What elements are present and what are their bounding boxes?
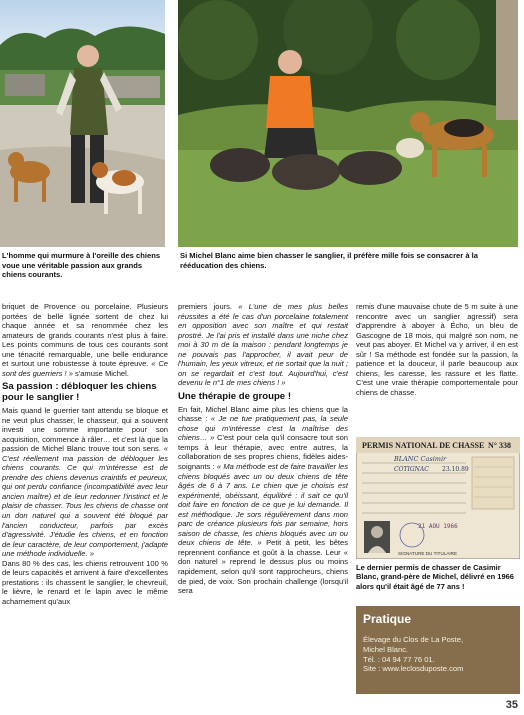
permit-signature-label: SIGNATURE DU TITULAIRE: [398, 551, 458, 556]
pratique-title: Pratique: [363, 612, 412, 626]
permit-number: N° 338: [488, 441, 511, 450]
paragraph: Mais quand le guerrier tant attendu se bloque et ne veut plus chasser, le chasseur, qui a souvent investi une somme importante pour son acquisition, commence à râler… et c'est là que la passion de Michel Blanc trouve tout son sens. « C'est réellement ma passion de débloquer les chiens courants. Ce qui m'intéresse est de prendre des chiens devenus craintifs et peureux, qui ont perdu confiance (incompatibilité avec leur ancien maître) et de leur redonner l'instinct et le plaisir de chasser. Tous les chiens de chasse ont un don naturel qui a souvent été bloqué par l'ancien conducteur, parfois par excès d'agressivité. J'étudie les chiens, et en fonction de leur caractère, de leur comportement, j'adapte une méthode individuelle. »: [2, 405, 169, 559]
hunting-permit-image: [356, 437, 520, 559]
paragraph: premiers jours. « L'une de mes plus belles réussites a été le cas d'un porcelaine totalement en opposition avec son maître et qui restait prostré. Je l'ai pris et installé dans une niche chez moi à 30 m de la maison : pendant longtemps je ne pouvais pas l'approcher, il avait peur de l'humain, les yeux vitreux, et ne sortait que la nuit ; on se regardait et c'est tout. Aujourd'hui, c'est devenu le n°1 de mes chiens ! »: [178, 302, 348, 388]
photo-hunter-with-boars: [178, 0, 518, 247]
photo-man-with-hounds: [0, 0, 165, 247]
article-column-3: [356, 302, 518, 397]
photo-man-with-hounds-image: [0, 0, 165, 247]
paragraph: Dans 80 % des cas, les chiens retrouvent 100 % de leurs capacités et arrivent à faire d'excellentes prestations : ils chassent le sanglier, le chevreuil, le lièvre, le renard et le lapin avec le même acharnement qu'aux: [2, 558, 168, 606]
section-heading-therapie: Une thérapie de groupe !: [178, 390, 292, 402]
photo-hunter-with-boars-image: [178, 0, 518, 247]
caption-right-photo: Si Michel Blanc aime bien chasser le sanglier, il préfère mille fois se consacrer à la rééducation des chiens.: [180, 251, 478, 270]
article-column-1: [2, 302, 168, 606]
permit-name: BLANC Casimir: [394, 455, 447, 463]
caption-left-photo: L'homme qui murmure à l'oreille des chiens voue une véritable passion aux grands chiens courants.: [2, 251, 161, 280]
caption-permit: Le dernier permis de chasser de Casimir Blanc, grand-père de Michel, délivré en 1966 alors qu'il était âgé de 77 ans !: [356, 563, 514, 591]
pratique-breeder: Élevage du Clos de La Poste,: [363, 635, 464, 644]
article-column-2: [178, 302, 348, 596]
section-heading-passion: Sa passion : débloquer les chiens pour le sanglier !: [2, 381, 157, 404]
pratique-contact-name: Michel Blanc.: [363, 644, 409, 654]
page-number: 35: [505, 699, 518, 711]
paragraph: En fait, Michel Blanc aime plus les chiens que la chasse : « Je ne tue pratiquement pas, la seule chose qui m'intéresse c'est la maîtrise des chiens… » C'est pour cela qu'il consacre tout son temps à leur thérapie, avec entre autres, la collaboration de ses propres chiens, fidèles aides-soignants : « Ma méthode est de faire travailler les chiens bloqués avec un ou deux chiens de tête âgés de 6 à 7 ans. Le chien que je choisis est expérimenté, obéissant, équilibré : il sait ce qu'il doit faire en fonction de ce que je lui demande. Il est méthodique. Je sors régulièrement dans mon parc de créance plusieurs fois par semaine, hors saison de chasse, les chiens bloqués avec un ou deux chiens de tête. » Petit à petit, les bêtes reprennent confiance et goût à la chasse. Leur « don naturel » reprend le dessus plus ou moins rapidement, selon qu'il sont rapprocheurs, chiens de pied, de voix. Son prochain challenge (lorsqu'il sera: [178, 404, 349, 596]
permit-title: PERMIS NATIONAL DE CHASSE: [362, 441, 485, 450]
permit-birth-date: 23.10.89: [442, 466, 469, 473]
paragraph: briquet de Provence ou porcelaine. Plusieurs portées de belle lignée sortent de chez lui chaque année et sa renommée chez les amateurs de grands courants n'est plus à faire. Les points communs de tous ces courants sont une ténacité remarquable, une belle endurance et surtout une robustesse à toute épreuve. « Ce sont des guerriers ! » s'amuse Michel.: [2, 302, 168, 378]
pratique-info-box: [356, 606, 520, 694]
hunting-permit-drawing: [356, 437, 520, 559]
permit-issue-date: 21 AOU 1966: [418, 523, 458, 530]
permit-commune: COTIGNAC: [394, 466, 429, 473]
paragraph: remis d'une mauvaise chute de 5 m suite à une rencontre avec un sanglier agressif) sera d'apprendre à aboyer à Écho, un bleu de Gascogne de 18 mois, qui malgré son nom, ne veut pas aboyer. Et Michel va y arriver, il en est sûr ! Sa méthode est fondée sur la passion, la patience et la douceur, il parle beaucoup aux chiens, les caresse, les rassure et les flatte. C'est une vraie thérapie comportementale pour chiens de chasse.: [356, 302, 518, 397]
pratique-website: Site : www.leclosduposte.com: [363, 664, 464, 674]
pratique-phone: Tél. : 04 94 77 76 01.: [363, 654, 435, 664]
